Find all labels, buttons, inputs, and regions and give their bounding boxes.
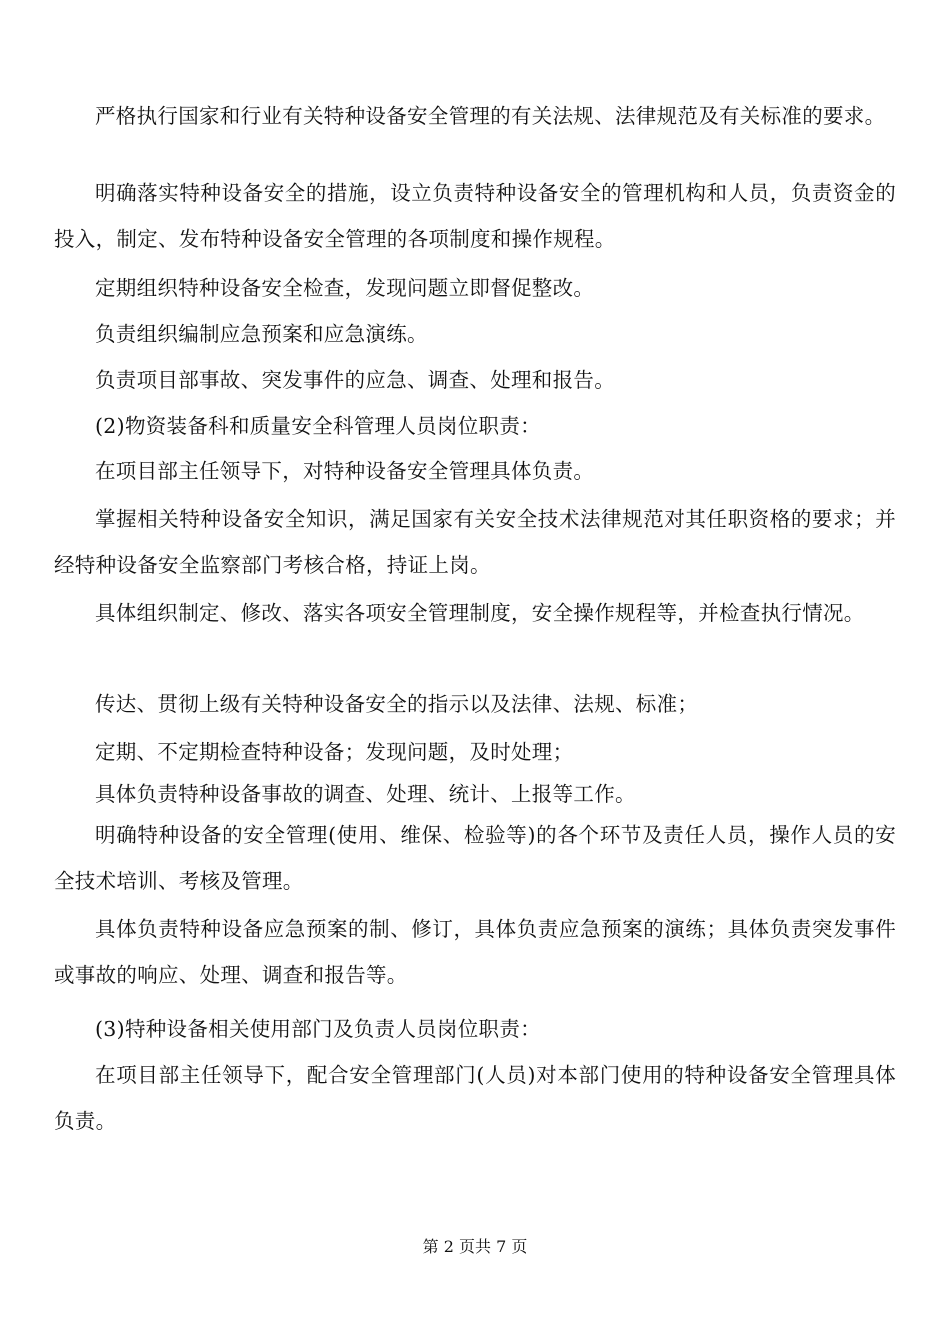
paragraph: 在项目部主任领导下，对特种设备安全管理具体负责。: [95, 459, 595, 483]
paragraph: 具体组织制定、修改、落实各项安全管理制度，安全操作规程等，并检查执行情况。: [95, 601, 865, 625]
paragraph: 在项目部主任领导下，配合安全管理部门(人员)对本部门使用的特种设备安全管理具体负责。: [54, 1063, 896, 1133]
paragraph: 负责组织编制应急预案和应急演练。: [95, 322, 428, 346]
page-number-footer: 第 2 页共 7 页: [422, 1237, 528, 1256]
paragraph: 明确落实特种设备安全的措施，设立负责特种设备安全的管理机构和人员，负责资金的投入，制定、发布特种设备安全管理的各项制度和操作规程。: [54, 181, 896, 251]
paragraph: 掌握相关特种设备安全知识，满足国家有关安全技术法律规范对其任职资格的要求；并经特种设备安全监察部门考核合格，持证上岗。: [54, 507, 896, 577]
paragraph: 定期、不定期检查特种设备；发现问题，及时处理；: [95, 740, 574, 764]
paragraph: 明确特种设备的安全管理(使用、维保、检验等)的各个环节及责任人员，操作人员的安全技术培训、考核及管理。: [54, 823, 896, 893]
paragraph: 严格执行国家和行业有关特种设备安全管理的有关法规、法律规范及有关标准的要求。: [95, 104, 886, 128]
paragraph: 定期组织特种设备安全检查，发现问题立即督促整改。: [95, 276, 595, 300]
paragraph: 具体负责特种设备应急预案的制、修订，具体负责应急预案的演练；具体负责突发事件或事故的响应、处理、调查和报告等。: [54, 917, 896, 987]
paragraph: 负责项目部事故、突发事件的应急、调查、处理和报告。: [95, 368, 615, 392]
paragraph: 传达、贯彻上级有关特种设备安全的指示以及法律、法规、标准；: [95, 692, 699, 716]
section-heading: (2)物资装备科和质量安全科管理人员岗位职责：: [95, 414, 541, 438]
section-heading: (3)特种设备相关使用部门及负责人员岗位职责：: [95, 1017, 541, 1041]
paragraph: 具体负责特种设备事故的调查、处理、统计、上报等工作。: [95, 782, 636, 806]
